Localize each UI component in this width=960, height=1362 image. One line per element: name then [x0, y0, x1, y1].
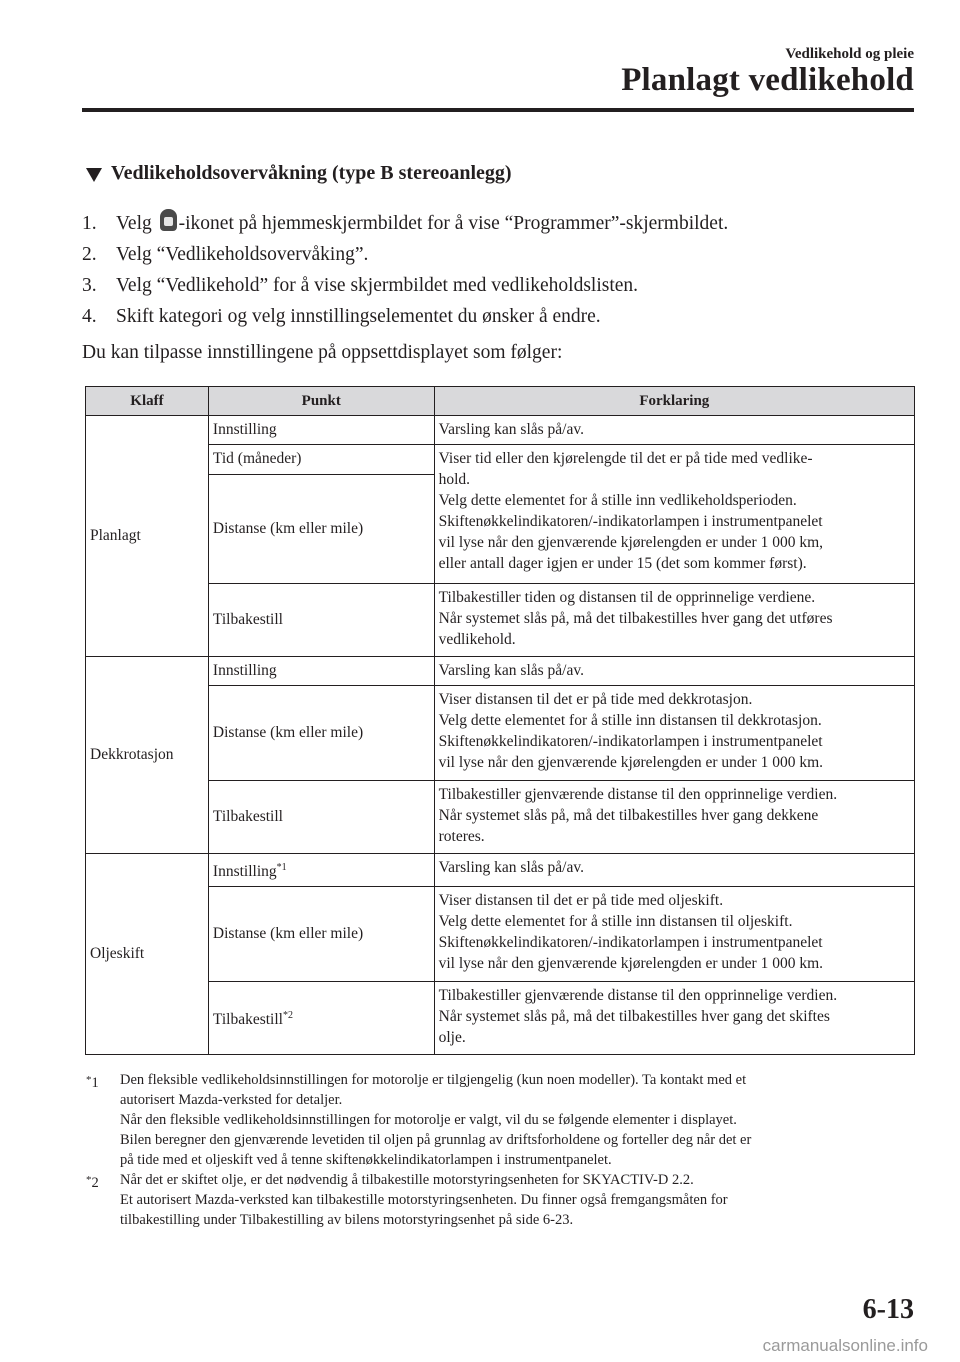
item-cell: Distanse (km eller mile) — [208, 887, 434, 982]
watermark: carmanualsonline.info — [762, 1336, 928, 1355]
explanation-cell: Tilbakestiller tiden og distansen til de opprinnelige verdiene. Når systemet slås på, må det tilbakestilles hver gang det utføres vedlikehold. — [434, 584, 914, 657]
footnote — [86, 1070, 916, 1170]
footnote-mark: *2 — [86, 1174, 99, 1191]
table-header-row — [86, 387, 915, 416]
item-cell: Innstilling — [208, 416, 434, 445]
explanation-cell: Varsling kan slås på/av. — [434, 416, 914, 445]
item-cell: Tilbakestill — [208, 584, 434, 657]
step-item: 2. Velg “Vedlikeholdsovervåking”. — [82, 244, 369, 265]
tab-cell: Planlagt — [86, 416, 209, 657]
table-row — [86, 445, 915, 475]
page-number: 6-13 — [862, 1294, 914, 1325]
tab-cell: Dekkrotasjon — [86, 657, 209, 854]
step-list — [82, 208, 728, 332]
table-row — [86, 416, 915, 445]
explanation-cell: Viser tid eller den kjørelengde til det er på tide med vedlike- hold. Velg dette elementet for å stille inn vedlikeholdsperioden. Skiftenøkkelindikatoren/-indikatorlampen i instrumentpanelet vil lyse når den gjenværende kjørelengden er under 1 000 km, eller antall dager igjen er under 15 (det som kommer først). — [434, 445, 914, 584]
explanation-cell: Varsling kan slås på/av. — [434, 854, 914, 887]
chapter-title: Vedlikehold og pleie — [785, 46, 914, 62]
apps-icon — [160, 209, 177, 231]
intro-text: Du kan tilpasse innstillingene på oppsettdisplayet som følger: — [82, 342, 563, 363]
footnote-text: Når det er skiftet olje, er det nødvendig å tilbakestille motorstyringsenheten for SKYACTIV-D 2.2. Et autorisert Mazda-verksted kan tilbakestille motorstyringsenheten. Du finner også fremgangsmåten for tilbakestilling under Tilbakestilling av bilens motorstyringsenhet på side 6-23. — [120, 1172, 728, 1228]
item-cell: Innstilling — [208, 657, 434, 686]
footnote-text: Den fleksible vedlikeholdsinnstillingen for motorolje er tilgjengelig (kun noen modeller). Ta kontakt med et autorisert Mazda-verksted for detaljer. Når den fleksible vedlikeholdsinnstillingen for motorolje er valgt, vil du se følgende elementer i displayet. Bilen beregner den gjenværende levetiden til oljen på grunnlag av driftsforholdene og forteller deg når det er på tide med et oljeskift ved å tenne skiftenøkkelindikatorlampen i instrumentpanelet. — [120, 1072, 752, 1168]
footnote-mark: *1 — [86, 1074, 99, 1091]
explanation-cell: Viser distansen til det er på tide med dekkrotasjon. Velg dette elementet for å stille inn distansen til dekkrotasjon. Skiftenøkkelindikatoren/-indikatorlampen i instrumentpanelet vil lyse når den gjenværende kjørelengden er under 1 000 km. — [434, 686, 914, 781]
step-item: 3. Velg “Vedlikehold” for å vise skjermbildet med vedlikeholdslisten. — [82, 275, 639, 296]
table-row — [86, 854, 915, 887]
table-row — [86, 686, 915, 781]
footnote-ref: *1 — [276, 862, 287, 873]
step-item: 1. Velg -ikonet på hjemmeskjermbildet for å vise “Programmer”-skjermbildet. — [82, 208, 728, 239]
table-row — [86, 781, 915, 854]
column-header-item: Punkt — [208, 387, 434, 416]
table-row — [86, 657, 915, 686]
footnote-ref: *2 — [282, 1010, 293, 1021]
column-header-tab: Klaff — [86, 387, 209, 416]
explanation-cell: Tilbakestiller gjenværende distanse til den opprinnelige verdien. Når systemet slås på, må det tilbakestilles hver gang dekkene roteres. — [434, 781, 914, 854]
item-cell: Tilbakestill — [208, 781, 434, 854]
item-cell: Distanse (km eller mile) — [208, 686, 434, 781]
item-cell: Distanse (km eller mile) — [208, 475, 434, 584]
explanation-cell: Tilbakestiller gjenværende distanse til den opprinnelige verdien. Når systemet slås på, må det tilbakestilles hver gang det skiftes olje. — [434, 982, 914, 1055]
page-title: Planlagt vedlikehold — [621, 62, 914, 98]
column-header-explanation: Forklaring — [434, 387, 914, 416]
table-row — [86, 982, 915, 1055]
item-cell: Tid (måneder) — [208, 445, 434, 475]
triangle-bullet-icon — [86, 168, 102, 182]
section-heading-text: Vedlikeholdsovervåkning (type B stereoanlegg) — [111, 162, 512, 184]
explanation-cell: Viser distansen til det er på tide med oljeskift. Velg dette elementet for å stille inn distansen til oljeskift. Skiftenøkkelindikatoren/-indikatorlampen i instrumentpanelet vil lyse når den gjenværende kjørelengden er under 1 000 km. — [434, 887, 914, 982]
item-cell: Innstilling$^{*1}$ — [208, 854, 434, 887]
footnotes — [86, 1070, 916, 1230]
table-row — [86, 887, 915, 982]
tab-cell: Oljeskift — [86, 854, 209, 1055]
item-cell: Tilbakestill$^{*2}$ — [208, 982, 434, 1055]
table-row — [86, 584, 915, 657]
section-heading — [86, 162, 512, 185]
maintenance-table — [85, 386, 915, 1055]
step-item: 4. Skift kategori og velg innstillingselementet du ønsker å endre. — [82, 306, 601, 327]
explanation-cell: Varsling kan slås på/av. — [434, 657, 914, 686]
header-rule — [82, 108, 914, 112]
footnote — [86, 1170, 916, 1230]
